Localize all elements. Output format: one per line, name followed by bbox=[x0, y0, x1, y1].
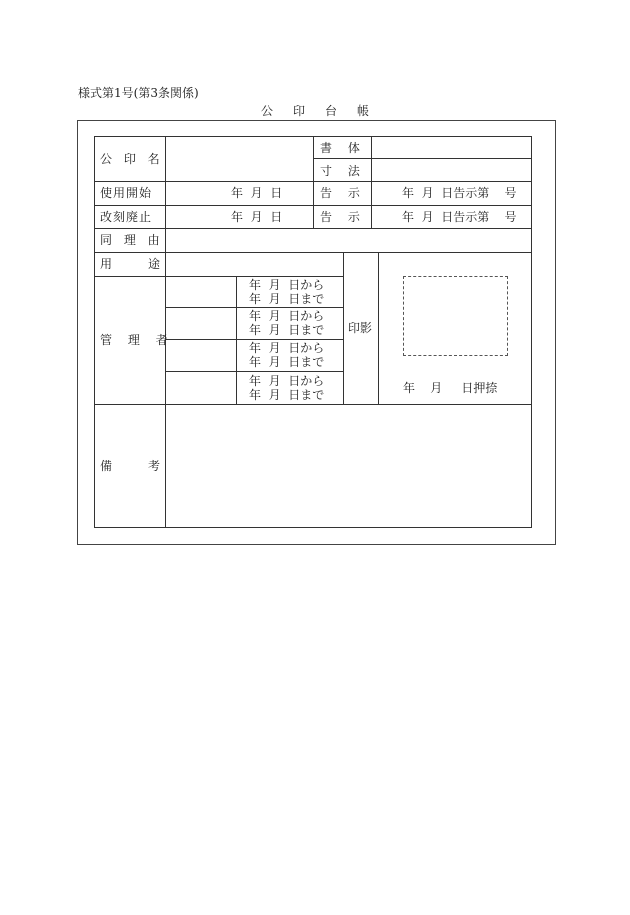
stamp-date: 年 月 日押捺 bbox=[403, 381, 498, 395]
remarks-label-right: 考 bbox=[148, 459, 161, 473]
seal-impression-box bbox=[403, 276, 508, 356]
use-start-date: 年 月 日 bbox=[231, 186, 283, 200]
manager-4-from: 年 月 日から bbox=[249, 374, 325, 388]
manager-1-from: 年 月 日から bbox=[249, 278, 325, 292]
manager-label: 管 理 者 bbox=[100, 333, 174, 347]
same-reason-label: 同 理 由 bbox=[100, 233, 164, 247]
remarks-label-left: 備 bbox=[100, 459, 113, 473]
manager-2-from: 年 月 日から bbox=[249, 309, 325, 323]
purpose-label-left: 用 bbox=[100, 257, 113, 271]
form-number-label: 様式第1号(第3条関係) bbox=[78, 86, 199, 100]
use-start-notice-number: 年 月 日告示第 号 bbox=[402, 186, 517, 200]
manager-4-to: 年 月 日まで bbox=[249, 388, 325, 402]
manager-2-to: 年 月 日まで bbox=[249, 323, 325, 337]
manager-3-to: 年 月 日まで bbox=[249, 355, 325, 369]
revision-label: 改刻廃止 bbox=[100, 210, 153, 224]
use-start-notice-label: 告 示 bbox=[320, 186, 366, 200]
manager-3-from: 年 月 日から bbox=[249, 341, 325, 355]
revision-notice-number: 年 月 日告示第 号 bbox=[402, 210, 517, 224]
use-start-label: 使用開始 bbox=[100, 186, 153, 200]
revision-notice-label: 告 示 bbox=[320, 210, 366, 224]
typeface-label: 書 体 bbox=[320, 141, 366, 155]
revision-date: 年 月 日 bbox=[231, 210, 283, 224]
manager-1-to: 年 月 日まで bbox=[249, 292, 325, 306]
document-title: 公印台帳 bbox=[260, 104, 389, 118]
seal-name-label: 公 印 名 bbox=[100, 152, 164, 166]
dimensions-label: 寸 法 bbox=[320, 164, 366, 178]
purpose-label-right: 途 bbox=[148, 257, 161, 271]
seal-impression-label: 印影 bbox=[348, 321, 373, 335]
